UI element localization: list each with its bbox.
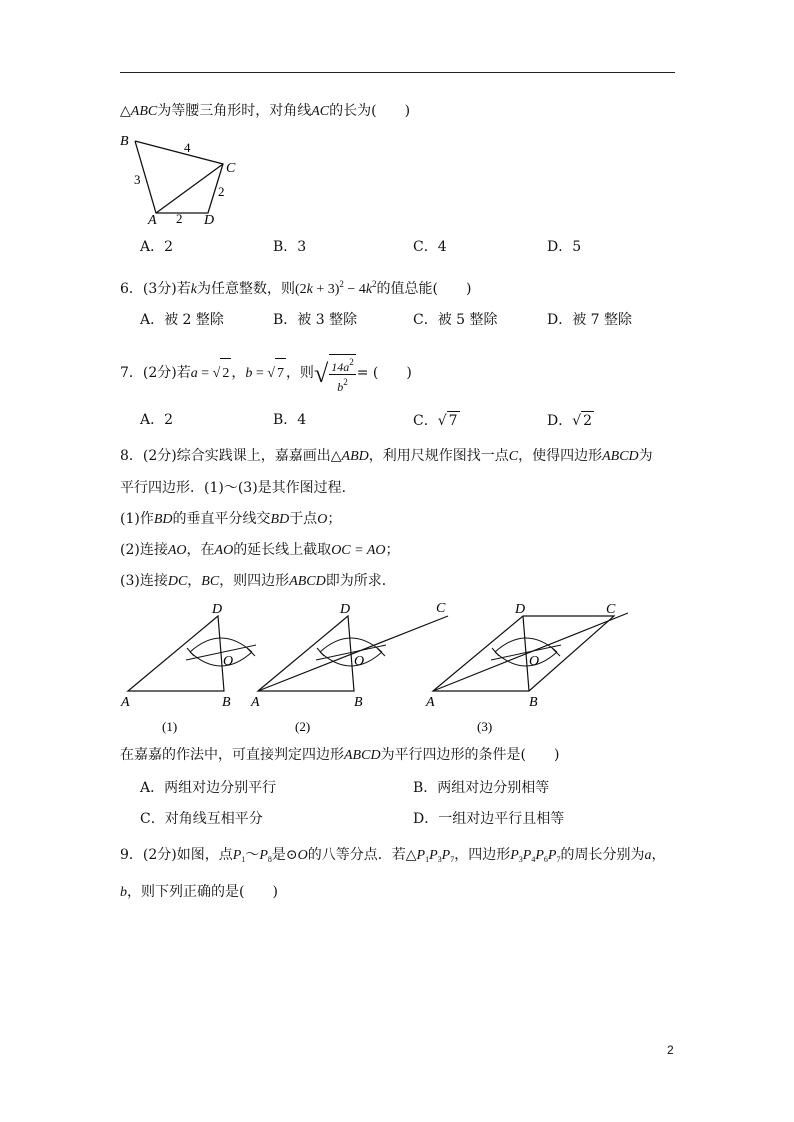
q8-construction-figures — [110, 598, 640, 738]
svg-text:D: D — [212, 602, 223, 617]
svg-text:A: A — [251, 695, 260, 710]
q7-option-a: A．2 — [140, 412, 174, 428]
q8-caption-1: (1) — [162, 719, 178, 734]
q8-figure-3 — [425, 602, 628, 710]
q6-expression: $(2k + 3)^2 - 4k^2$ — [294, 279, 377, 297]
q8-figure-2 — [250, 601, 448, 710]
q6-option-d: D．被 7 整除 — [547, 312, 633, 328]
svg-text:O: O — [354, 654, 365, 669]
page-number: 2 — [667, 1043, 674, 1057]
q9-stem-line2: b，则下列正确的是( ) — [120, 884, 278, 900]
q8-question: 在嘉嘉的作法中，可直接判定四边形ABCD为平行四边形的条件是( ) — [120, 747, 560, 763]
svg-text:O: O — [529, 654, 540, 669]
q5-label-d: D — [204, 213, 215, 228]
q5-edge-2-right: 2 — [218, 184, 225, 199]
q8-stem-line2: 平行四边形．(1)～(3)是其作图过程． — [120, 480, 356, 496]
q5-option-b: B．3 — [273, 239, 307, 255]
q7-a-eq: a = √ 2 — [191, 366, 232, 381]
q5-edge-3: 3 — [134, 172, 141, 187]
q5-label-c: C — [226, 161, 236, 176]
q8-step-1: (1)作BD的垂直平分线交BD于点O； — [120, 511, 342, 527]
q7-b-eq: b = √ 7 — [245, 366, 286, 381]
q5-option-a: A．2 — [140, 239, 174, 255]
q6-option-c: C．被 5 整除 — [413, 312, 498, 328]
svg-text:A: A — [121, 695, 130, 710]
q5-triangle: ABC — [130, 104, 158, 119]
q8-option-a: A．两组对边分别平行 — [140, 780, 277, 796]
q6-option-b: B．被 3 整除 — [273, 312, 358, 328]
q5-label-b: B — [120, 134, 129, 149]
svg-text:B: B — [222, 695, 231, 710]
q8-stem-line1: 8．(2分)综合实践课上，嘉嘉画出△ABD，利用尺规作图找一点C，使得四边形ABCD为 — [120, 448, 653, 464]
q5-edge-4: 4 — [184, 140, 191, 155]
svg-text:C: C — [606, 602, 616, 617]
svg-text:A: A — [426, 695, 435, 710]
q9-stem-line1: 9．(2分)如图，点$P_1\sim P_8$是⊙O的八等分点．若$\triangle P_1P_3P_7$，四边形$P_3P_4P_6P_7$的周长分别为a， — [120, 847, 666, 864]
svg-text:O: O — [223, 654, 234, 669]
q5-option-d: D．5 — [547, 239, 582, 255]
q7-radical: √ $\frac{14a^2}{b^2}$ — [314, 366, 357, 381]
q5-label-a: A — [148, 213, 157, 228]
q8-option-c: C．对角线互相平分 — [140, 811, 263, 827]
svg-text:D: D — [515, 602, 526, 617]
q8-step-3: (3)连接DC，BC，则四边形ABCD即为所求． — [120, 573, 396, 589]
q8-caption-2: (2) — [295, 719, 311, 734]
svg-text:D: D — [340, 602, 351, 617]
svg-text:B: B — [529, 695, 538, 710]
q7-option-c: C．√ 7 — [413, 413, 458, 429]
header-rule — [120, 72, 675, 73]
q7-option-d: D．√ 2 — [547, 413, 593, 429]
q5-stem: △ABC为等腰三角形时，对角线AC的长为( ) — [120, 103, 411, 119]
svg-text:B: B — [354, 695, 363, 710]
svg-text:C: C — [436, 601, 446, 616]
q8-option-b: B．两组对边分别相等 — [413, 780, 550, 796]
q5-edge-2-bottom: 2 — [176, 211, 183, 226]
q6-option-a: A．被 2 整除 — [140, 312, 224, 328]
q7-stem: 7．(2分)若a = √ 2 ，b = √ 7 ，则√ $\frac{14a^2}{b^2}$ = ( ) — [120, 354, 412, 394]
q8-figure-1 — [120, 602, 256, 710]
q8-step-2: (2)连接AO，在AO的延长线上截取OC = AO； — [120, 542, 400, 558]
q8-option-d: D．一组对边平行且相等 — [413, 811, 565, 827]
q6-stem: 6．(3分)若k为任意整数，则$(2k + 3)^2 - 4k^2$的值总能( ) — [120, 279, 472, 297]
q5-quadrilateral-figure — [116, 128, 246, 228]
q5-option-c: C．4 — [413, 239, 447, 255]
q7-option-b: B．4 — [273, 412, 307, 428]
q8-caption-3: (3) — [477, 719, 493, 734]
